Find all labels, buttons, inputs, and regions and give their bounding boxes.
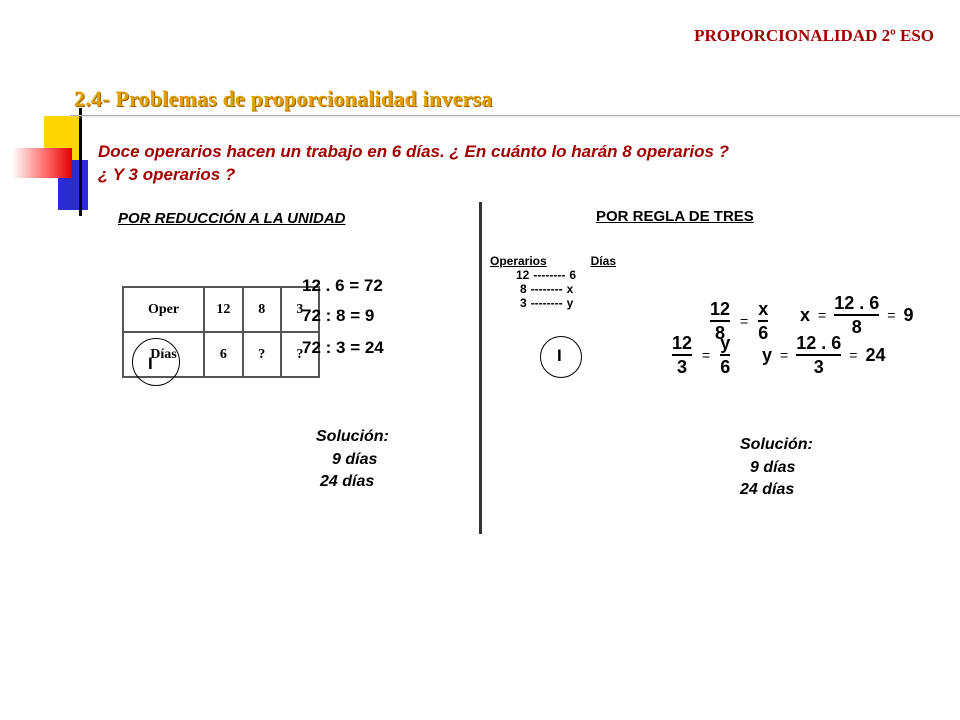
problem-line-2: ¿ Y 3 operarios ?	[98, 165, 236, 184]
table-cell: Días	[123, 332, 204, 377]
rule-row	[520, 282, 616, 296]
rule-row	[520, 296, 616, 310]
table-cell: Oper	[123, 287, 204, 332]
decor-vertical-line	[79, 108, 82, 216]
rule-value: x	[566, 282, 574, 296]
equation-2	[672, 332, 730, 378]
left-solution-1: 9 días	[332, 451, 378, 468]
rule-value: 8	[520, 282, 527, 296]
equals-sign: =	[887, 307, 896, 323]
rule-dash: --------	[530, 282, 563, 296]
fraction: $\frac{y}{6}$	[720, 333, 731, 377]
equals-sign: =	[849, 347, 858, 363]
right-solution-2: 24 días	[740, 481, 795, 498]
equals-sign: =	[780, 347, 789, 363]
result: 24	[865, 344, 886, 365]
fraction: $\frac{x}{6}$	[758, 299, 769, 343]
right-solution-label: Solución:	[740, 436, 813, 453]
equals-sign: =	[702, 347, 711, 363]
rule-col-oper: Operarios	[490, 254, 547, 268]
table-cell: ?	[281, 332, 319, 377]
column-divider	[479, 202, 482, 534]
rule-dash: --------	[533, 268, 566, 282]
rule-value: 3	[520, 296, 527, 310]
table-cell: 6	[204, 332, 243, 377]
fraction: $\frac{12}{8}$	[710, 299, 731, 343]
table-cell: 12	[204, 287, 243, 332]
solution-equation-2	[762, 332, 885, 378]
fraction: $\frac{12 . 6}{8}$	[834, 293, 880, 337]
rule-value: 12	[516, 268, 530, 282]
rule-header	[490, 254, 616, 268]
table-cell: 8	[243, 287, 281, 332]
rule-value: y	[566, 296, 574, 310]
table-cell: 3	[281, 287, 319, 332]
inverse-circle	[132, 338, 180, 386]
rule-col-dias: Días	[590, 254, 616, 268]
calc-line-2: 72 : 8 = 9	[302, 306, 375, 325]
rule-table	[490, 254, 616, 310]
table-row	[123, 287, 319, 332]
right-solution-1: 9 días	[750, 459, 796, 476]
rule-value: 6	[569, 268, 577, 282]
calc-line-1: 12 . 6 = 72	[302, 276, 383, 295]
variable: x	[800, 304, 811, 325]
equals-sign: =	[740, 313, 749, 329]
rule-dash: --------	[530, 296, 563, 310]
page-header: PROPORCIONALIDAD 2º ESO	[694, 26, 934, 45]
section-title: 2.4- Problemas de proporcionalidad inversa	[74, 86, 493, 111]
rule-row	[516, 268, 616, 282]
fraction: $\frac{12 . 6}{3}$	[796, 333, 842, 377]
table-cell: ?	[243, 332, 281, 377]
result: 9	[903, 304, 914, 325]
calc-line-3: 72 : 3 = 24	[302, 338, 384, 357]
equals-sign: =	[818, 307, 827, 323]
problem-line-1: Doce operarios hacen un trabajo en 6 días. ¿ En cuánto lo harán 8 operarios ?	[98, 142, 730, 161]
decor-red-block	[12, 148, 72, 178]
left-heading: POR REDUCCIÓN A LA UNIDAD	[118, 210, 346, 227]
variable: y	[762, 344, 773, 365]
left-solution-label: Solución:	[316, 428, 389, 445]
title-rule	[70, 115, 960, 116]
right-heading: POR REGLA DE TRES	[596, 208, 754, 225]
inverse-mark: I	[557, 346, 562, 365]
problem-statement	[98, 140, 729, 186]
left-solution-2: 24 días	[320, 473, 375, 490]
fraction: $\frac{12}{3}$	[672, 333, 693, 377]
inverse-mark: I	[148, 354, 153, 373]
